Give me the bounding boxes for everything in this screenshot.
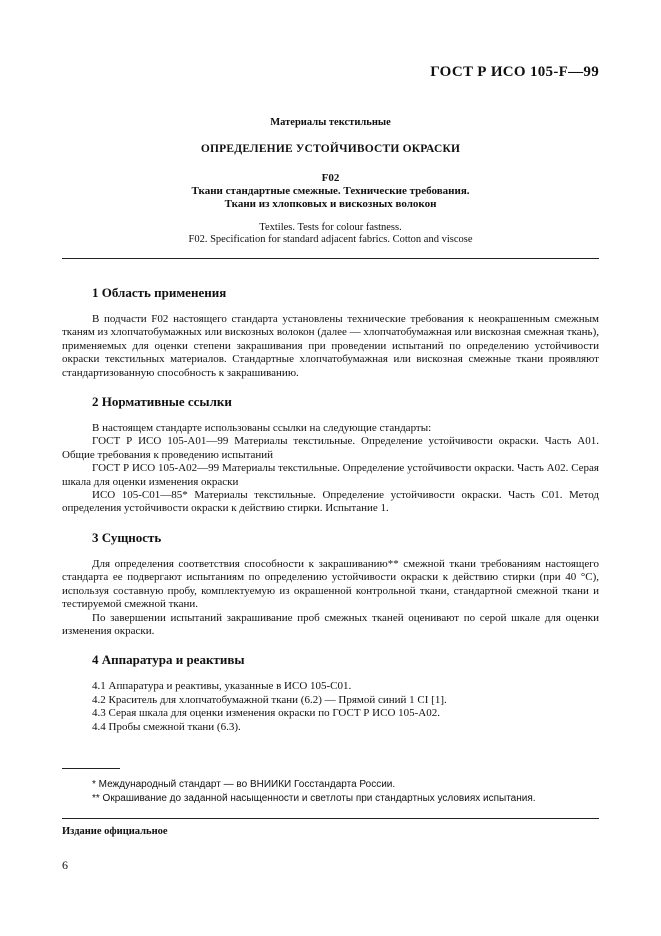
section-paragraph: По завершении испытаний закрашивание проб смежных тканей оценивают по серой шкале для оценки изменения окраски.	[62, 611, 599, 637]
title-english-1: Textiles. Tests for colour fastness.	[259, 222, 402, 233]
list-item: 4.2 Краситель для хлопчатобумажной ткани (6.2) — Прямой синий 1 CI [1].	[92, 693, 447, 706]
footnote-1: * Международный стандарт — во ВНИИКИ Госстандарта России.	[92, 779, 396, 790]
standard-code: ГОСТ Р ИСО 105-F—99	[430, 64, 599, 80]
title-english-2: F02. Specification for standard adjacent fabrics. Cotton and viscose	[188, 234, 473, 245]
section-paragraph: В настоящем стандарте использованы ссылки на следующие стандарты:	[92, 422, 432, 435]
list-item: 4.1 Аппаратура и реактивы, указанные в ИСО 105-С01.	[92, 680, 352, 693]
reference-item: ГОСТ Р ИСО 105-А02—99 Материалы текстильные. Определение устойчивости окраски. Часть А02. Серая шкала для оценки изменения окраски	[62, 462, 599, 488]
footnote-divider	[62, 768, 120, 769]
reference-item: ИСО 105-С01—85* Материалы текстильные. Определение устойчивости окраски. Часть С01. Метод определения устойчивости окраски к действию стирки. Испытание 1.	[62, 489, 599, 515]
main-content	[62, 285, 599, 734]
footnotes	[92, 778, 599, 805]
edition-label: Издание официальное	[62, 826, 168, 837]
section-heading-references: 2 Нормативные ссылки	[92, 394, 232, 410]
reference-item: ГОСТ Р ИСО 105-А01—99 Материалы текстильные. Определение устойчивости окраски. Часть А01. Общие требования к проведению испытаний	[62, 435, 599, 461]
list-item: 4.3 Серая шкала для оценки изменения окраски по ГОСТ Р ИСО 105-А02.	[92, 707, 440, 720]
title-subtitle-1: Ткани стандартные смежные. Технические требования.	[191, 185, 470, 197]
section-heading-essence: 3 Сущность	[92, 529, 162, 545]
section-paragraph: Для определения соответствия способности к закрашиванию** смежной ткани требованиям настоящего стандарта ее подвергают испытаниям по определению устойчивости окраски к действию стирки (при 40 °С), используя составную пробу, комплектуемую из окрашенной контрольной ткани, стандартной смежной ткани и тестируемой смежной ткани.	[62, 557, 599, 611]
section-paragraph: В подчасти F02 настоящего стандарта установлены технические требования к неокрашенным смежным тканям из хлопчатобумажных или вискозных волокон (далее — хлопчатобумажная или вискозная смежная ткань), применяемых для оценки степени закрашивания при проведении испытаний по определению устойчивости окраски текстильных материалов. Стандартные хлопчатобумажная или вискозная смежные ткани проявляют стандартизованную способность к закрашиванию.	[62, 313, 599, 379]
title-subtitle-2: Ткани из хлопковых и вискозных волокон	[224, 198, 437, 210]
footer-divider	[62, 818, 599, 819]
title-block	[62, 116, 599, 246]
section-heading-apparatus: 4 Аппаратура и реактивы	[92, 652, 245, 668]
list-item: 4.4 Пробы смежной ткани (6.3).	[92, 720, 241, 733]
title-category: Материалы текстильные	[270, 117, 391, 128]
title-code: F02	[321, 172, 340, 184]
footnote-2: ** Окрашивание до заданной насыщенности и светлоты при стандартных условиях испытания.	[92, 792, 536, 804]
title-divider	[62, 258, 599, 259]
page-number: 6	[62, 858, 68, 872]
title-main: ОПРЕДЕЛЕНИЕ УСТОЙЧИВОСТИ ОКРАСКИ	[200, 143, 461, 155]
section-heading-scope: 1 Область применения	[92, 285, 227, 300]
